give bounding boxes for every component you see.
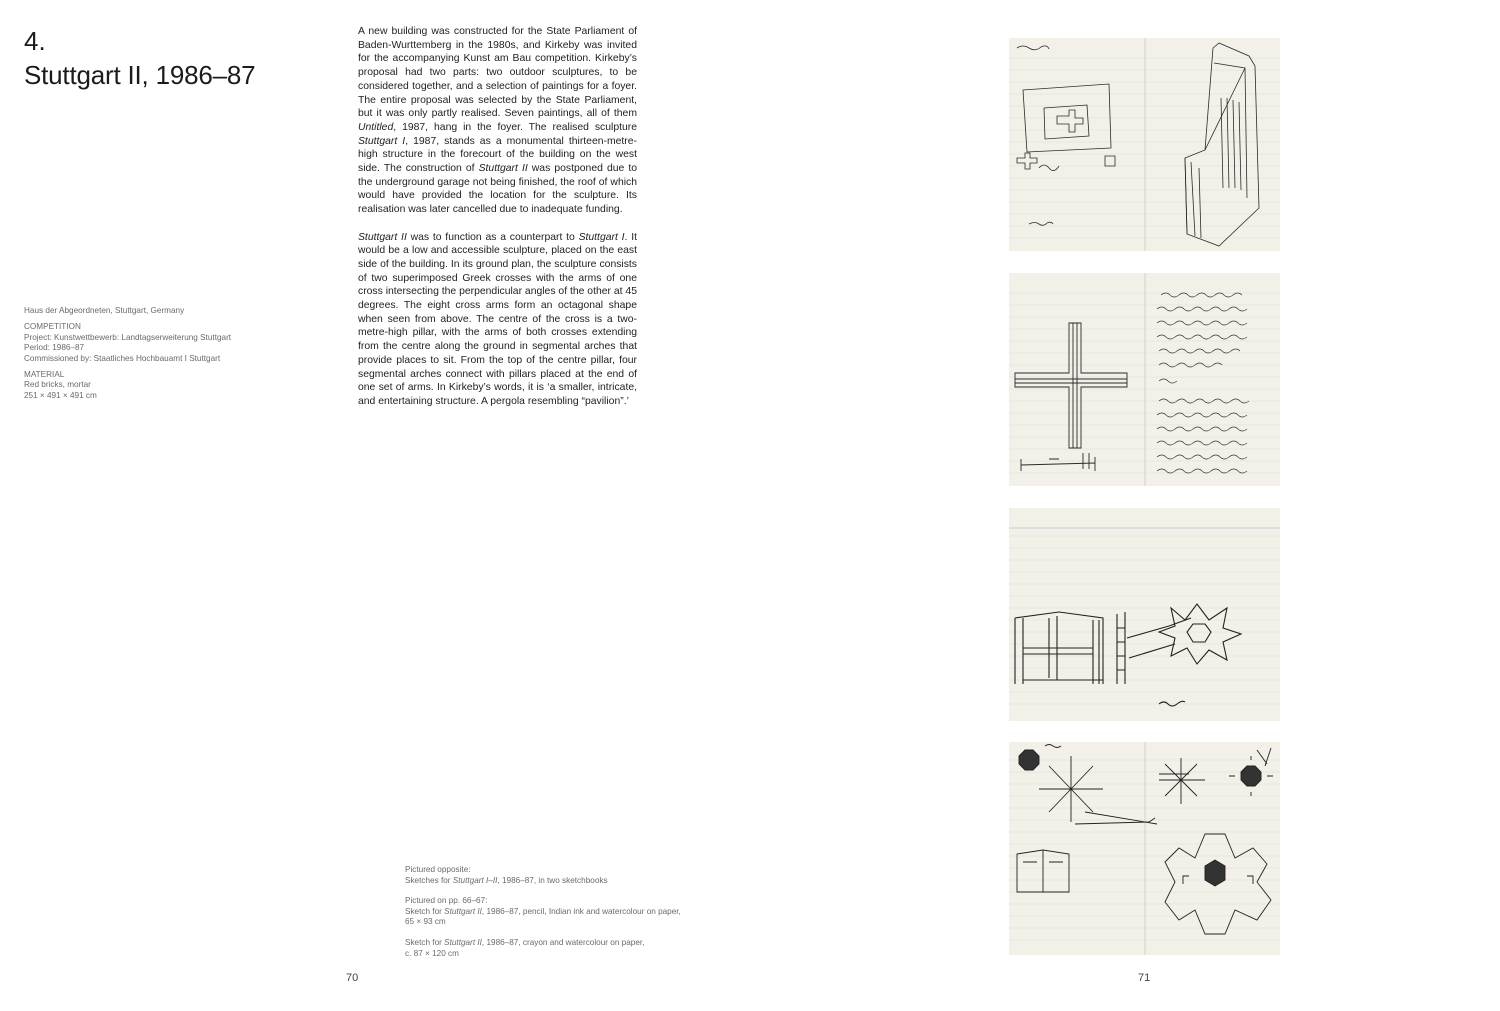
sketch-drawing-cross-plan	[1009, 273, 1280, 486]
sketch-drawing-octagon-variations	[1009, 742, 1280, 955]
caption-label: Pictured opposite:	[405, 865, 471, 874]
p1-text-a: A new building was constructed for the State Parliament of Baden-Wurttemberg in the 1980s, and Kirkeby was invited for the accompanying Kunst am Bau competition. Kirkeby’s proposal had two parts: two outdoor sculptures, to be considered together, and a selection of paintings for a foyer. The entire proposal was selected by the State Parliament, but it was only partly realised. Seven paintings, all of them	[358, 26, 637, 120]
p2-italic-stuttgart-ii: Stuttgart II	[358, 231, 407, 243]
p2-text-b: . It would be a low and accessible sculpture, placed on the east side of the building. In its ground plan, the sculpture consists of two superimposed Greek crosses with the arms of one cross intersecting the perpendicular angles of the other at 45 degrees. The eight cross arms form an octagonal shape when seen from above. The centre of the cross is a two-metre-high pillar, with the arms of both crosses extending from the centre along the ground in segmental arches that provide places to sit. From the top of the centre pillar, four segmental arches connect with pillars placed at the end of one set of arms. In Kirkeby’s words, it is ‘a smaller, intricate, and entertaining structure. A pergola resembling “pavilion”.’	[358, 231, 637, 407]
caption-text: Sketches for	[405, 875, 453, 885]
section-title: Stuttgart II, 1986–87	[24, 60, 256, 90]
caption-work-title: Stuttgart I–II	[452, 875, 498, 885]
caption-line	[405, 876, 725, 887]
project-name: Project: Kunstwettbewerb: Landtagserweiterung Stuttgart	[24, 332, 232, 342]
sketch-image-4	[1009, 742, 1280, 955]
p1-text-c: , 1987, stands as a monumental thirteen-metre-high structure in the forecourt of the building on the west side. The construction of	[358, 135, 637, 175]
caption-text: , 1986–87, crayon and watercolour on paper,	[481, 937, 645, 947]
p1-italic-untitled: Untitled	[358, 121, 394, 133]
caption-text: Sketch for	[405, 937, 445, 947]
sketch-image-2	[1009, 273, 1280, 486]
commissioned-by: Commissioned by: Staatliches Hochbauamt I Stuttgart	[24, 353, 221, 363]
sketch-drawing-building	[1009, 38, 1280, 251]
p2-italic-stuttgart-i: Stuttgart I	[578, 231, 625, 243]
p1-italic-stuttgart-i: Stuttgart I	[358, 135, 406, 147]
page-number-left: 70	[346, 972, 359, 984]
competition-block	[24, 322, 324, 364]
caption-work-title: Stuttgart II	[444, 906, 482, 916]
caption-label: Pictured on pp. 66–67:	[405, 896, 488, 906]
dimensions-value: 251 × 491 × 491 cm	[24, 390, 97, 400]
caption-line	[405, 907, 725, 918]
material-value: Red bricks, mortar	[24, 380, 91, 390]
body-text	[358, 25, 637, 422]
project-metadata	[24, 306, 324, 407]
paragraph-2	[358, 231, 637, 409]
caption-work-title: Stuttgart II	[444, 937, 482, 947]
sketch-image-1	[1009, 38, 1280, 251]
project-period: Period: 1986–87	[24, 343, 85, 353]
paragraph-1	[358, 25, 637, 217]
caption-dimensions: 65 × 93 cm	[405, 917, 446, 927]
p1-text-b: , 1987, hang in the foyer. The realised sculpture	[393, 121, 637, 133]
caption-pp-66-67	[405, 896, 725, 928]
p2-text-a: was to function as a counterpart to	[406, 231, 579, 243]
location-block	[24, 306, 324, 316]
caption-text: , 1986–87, in two sketchbooks	[497, 875, 608, 885]
caption-text: Sketch for	[405, 906, 445, 916]
section-number: 4.	[24, 26, 46, 56]
material-block	[24, 370, 324, 401]
caption-text: , 1986–87, pencil, Indian ink and watercolour on paper,	[481, 906, 681, 916]
page-number-right: 71	[1138, 972, 1151, 984]
p1-italic-stuttgart-ii: Stuttgart II	[478, 163, 528, 175]
sketch-drawing-elevation-octagon	[1009, 508, 1280, 721]
caption-line	[405, 938, 725, 949]
material-label: MATERIAL	[24, 370, 65, 380]
sketch-image-3	[1009, 508, 1280, 721]
p1-text-d: was postponed due to the underground garage not being finished, the roof of which would have provided the location for the sculpture. Its realisation was later cancelled due to inadequate funding.	[358, 163, 638, 216]
image-captions	[405, 865, 725, 969]
location: Haus der Abgeordneten, Stuttgart, Germany	[24, 306, 185, 315]
caption-crayon-sketch	[405, 938, 725, 959]
caption-opposite	[405, 865, 725, 886]
caption-dimensions: c. 87 × 120 cm	[405, 948, 459, 958]
competition-label: COMPETITION	[24, 322, 81, 332]
